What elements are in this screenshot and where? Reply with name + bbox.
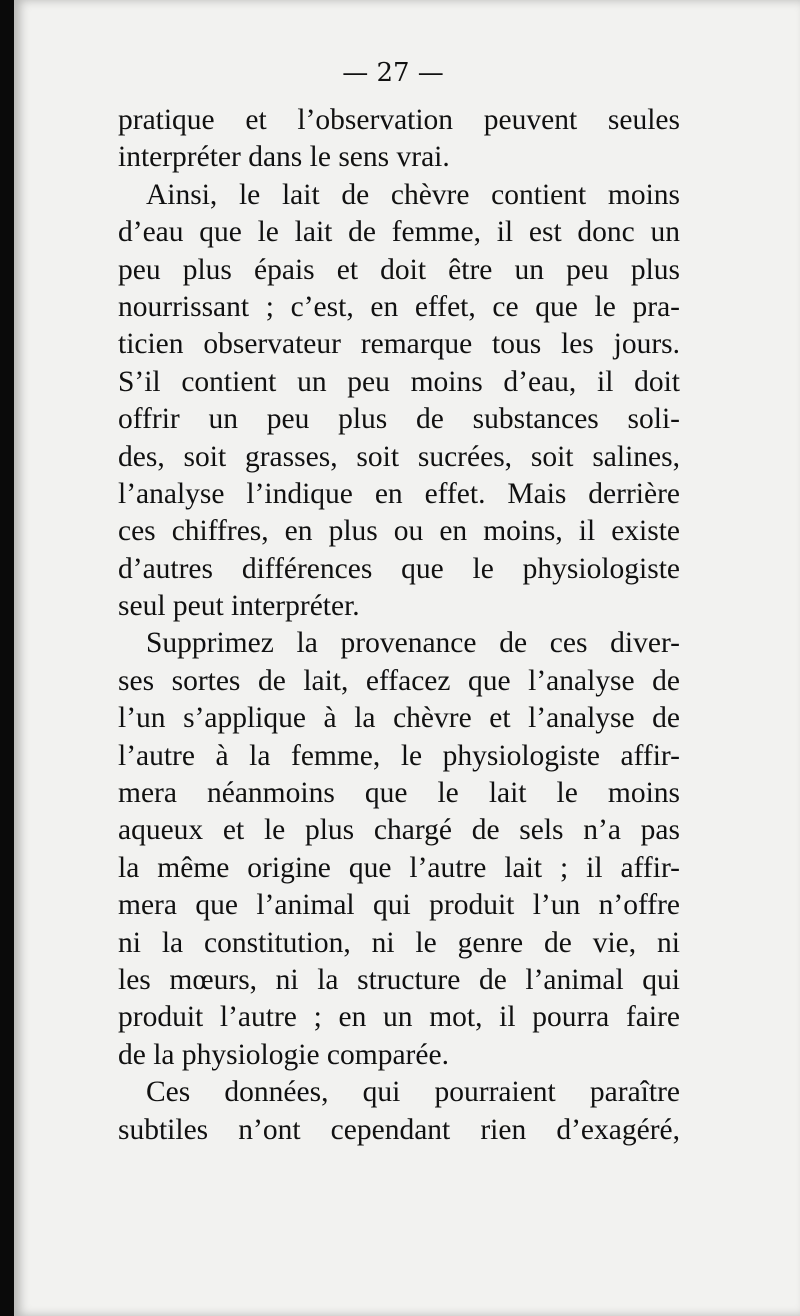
text-line: ticien observateur remarque tous les jours. <box>118 328 680 361</box>
text-line: aqueux et le plus chargé de sels n’a pas <box>118 814 680 847</box>
text-line: mera néanmoins que le lait le moins <box>118 777 680 810</box>
text-line: la même origine que l’autre lait ; il affir- <box>118 851 680 884</box>
text-line: l’analyse l’indique en effet. Mais derrière <box>118 477 680 510</box>
text-line: interpréter dans le sens vrai. <box>118 141 450 174</box>
text-line: les mœurs, ni la structure de l’animal qui <box>118 963 680 996</box>
text-line: l’un s’applique à la chèvre et l’analyse de <box>118 702 680 735</box>
text-line: ni la constitution, ni le genre de vie, ni <box>118 926 680 959</box>
text-line: subtiles n’ont cependant rien d’exagéré, <box>118 1113 680 1146</box>
page-number: — 27 — <box>342 58 444 88</box>
text-line: l’autre à la femme, le physiologiste affir- <box>118 739 680 772</box>
text-line: pratique et l’observation peuvent seules <box>118 104 680 136</box>
text-line: d’autres différences que le physiologiste <box>118 552 680 585</box>
text-line: offrir un peu plus de substances soli- <box>118 403 680 436</box>
text-line: nourrissant ; c’est, en effet, ce que le pra- <box>118 290 680 323</box>
text-line: S’il contient un peu moins d’eau, il doit <box>118 365 680 398</box>
text-line: de la physiologie comparée. <box>118 1038 449 1071</box>
text-line: d’eau que le lait de femme, il est donc un <box>118 216 680 249</box>
book-page <box>14 0 800 1316</box>
text-line: Ces données, qui pourraient paraître <box>146 1076 680 1109</box>
text-line: produit l’autre ; en un mot, il pourra faire <box>118 1001 680 1034</box>
text-line: ces chiffres, en plus ou en moins, il existe <box>118 515 680 548</box>
text-line: des, soit grasses, soit sucrées, soit salines, <box>118 440 680 473</box>
body-text <box>118 102 680 1149</box>
text-line: Ainsi, le lait de chèvre contient moins <box>146 178 680 211</box>
text-line: peu plus épais et doit être un peu plus <box>118 253 680 286</box>
text-line: seul peut interpréter. <box>118 590 360 623</box>
text-line: Supprimez la provenance de ces diver- <box>146 627 680 660</box>
text-line: ses sortes de lait, effacez que l’analyse de <box>118 664 680 697</box>
text-line: mera que l’animal qui produit l’un n’offre <box>118 889 680 922</box>
